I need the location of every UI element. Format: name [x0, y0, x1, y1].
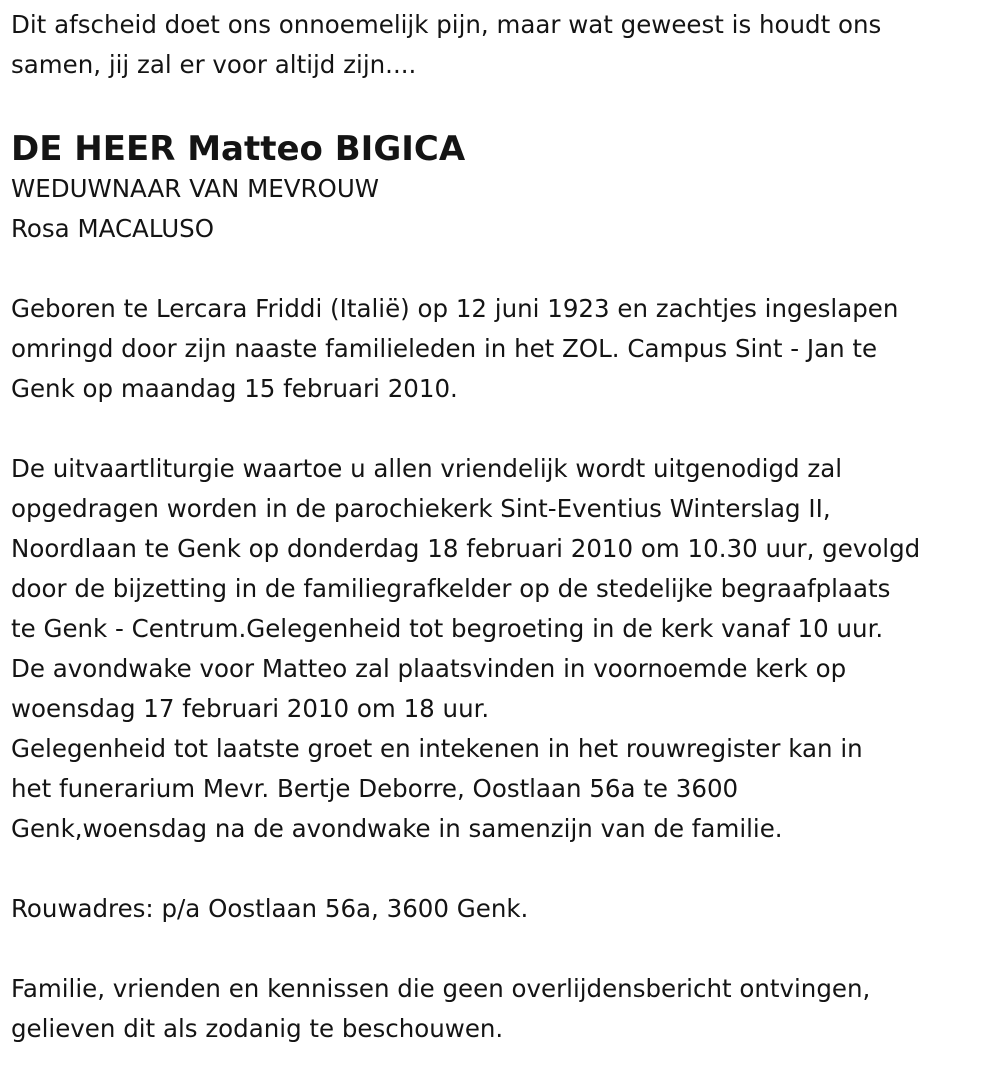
funeral-line: Genk,woensdag na de avondwake in samenzijn van de familie. [11, 814, 783, 843]
deceased-name: DE HEER Matteo BIGICA [11, 129, 466, 169]
spacer [11, 409, 993, 449]
address-line: Rouwadres: p/a Oostlaan 56a, 3600 Genk. [11, 894, 529, 923]
closing-line: Familie, vrienden en kennissen die geen overlijdensbericht ontvingen, [11, 974, 871, 1003]
subtitle-line: Rosa MACALUSO [11, 214, 215, 243]
subtitle-line: WEDUWNAAR VAN MEVROUW [11, 174, 379, 203]
spacer [11, 849, 993, 889]
birth-line: Genk op maandag 15 februari 2010. [11, 374, 458, 403]
funeral-line: woensdag 17 februari 2010 om 18 uur. [11, 694, 490, 723]
intro-line: Dit afscheid doet ons onnoemelijk pijn, maar wat geweest is houdt ons [11, 10, 882, 39]
funeral-line: het funerarium Mevr. Bertje Deborre, Oostlaan 56a te 3600 [11, 774, 739, 803]
obituary-notice [11, 5, 993, 1049]
birth-line: Geboren te Lercara Friddi (Italië) op 12 juni 1923 en zachtjes ingeslapen [11, 294, 899, 323]
spacer [11, 249, 993, 289]
funeral-line: Gelegenheid tot laatste groet en intekenen in het rouwregister kan in [11, 734, 863, 763]
funeral-line: door de bijzetting in de familiegrafkelder op de stedelijke begraafplaats [11, 574, 891, 603]
funeral-line: Noordlaan te Genk op donderdag 18 februari 2010 om 10.30 uur, gevolgd [11, 534, 921, 563]
closing-paragraph [11, 969, 993, 1049]
intro-paragraph [11, 5, 993, 85]
funeral-line: opgedragen worden in de parochiekerk Sint-Eventius Winterslag II, [11, 494, 831, 523]
spacer [11, 929, 993, 969]
subtitle-block [11, 169, 993, 249]
funeral-line: De uitvaartliturgie waartoe u allen vriendelijk wordt uitgenodigd zal [11, 454, 843, 483]
address-paragraph [11, 889, 993, 929]
intro-line: samen, jij zal er voor altijd zijn.... [11, 50, 417, 79]
funeral-line: te Genk - Centrum.Gelegenheid tot begroeting in de kerk vanaf 10 uur. [11, 614, 884, 643]
funeral-line: De avondwake voor Matteo zal plaatsvinden in voornoemde kerk op [11, 654, 847, 683]
birth-line: omringd door zijn naaste familieleden in het ZOL. Campus Sint - Jan te [11, 334, 878, 363]
birth-paragraph [11, 289, 993, 409]
funeral-paragraph [11, 449, 993, 849]
closing-line: gelieven dit als zodanig te beschouwen. [11, 1014, 504, 1043]
